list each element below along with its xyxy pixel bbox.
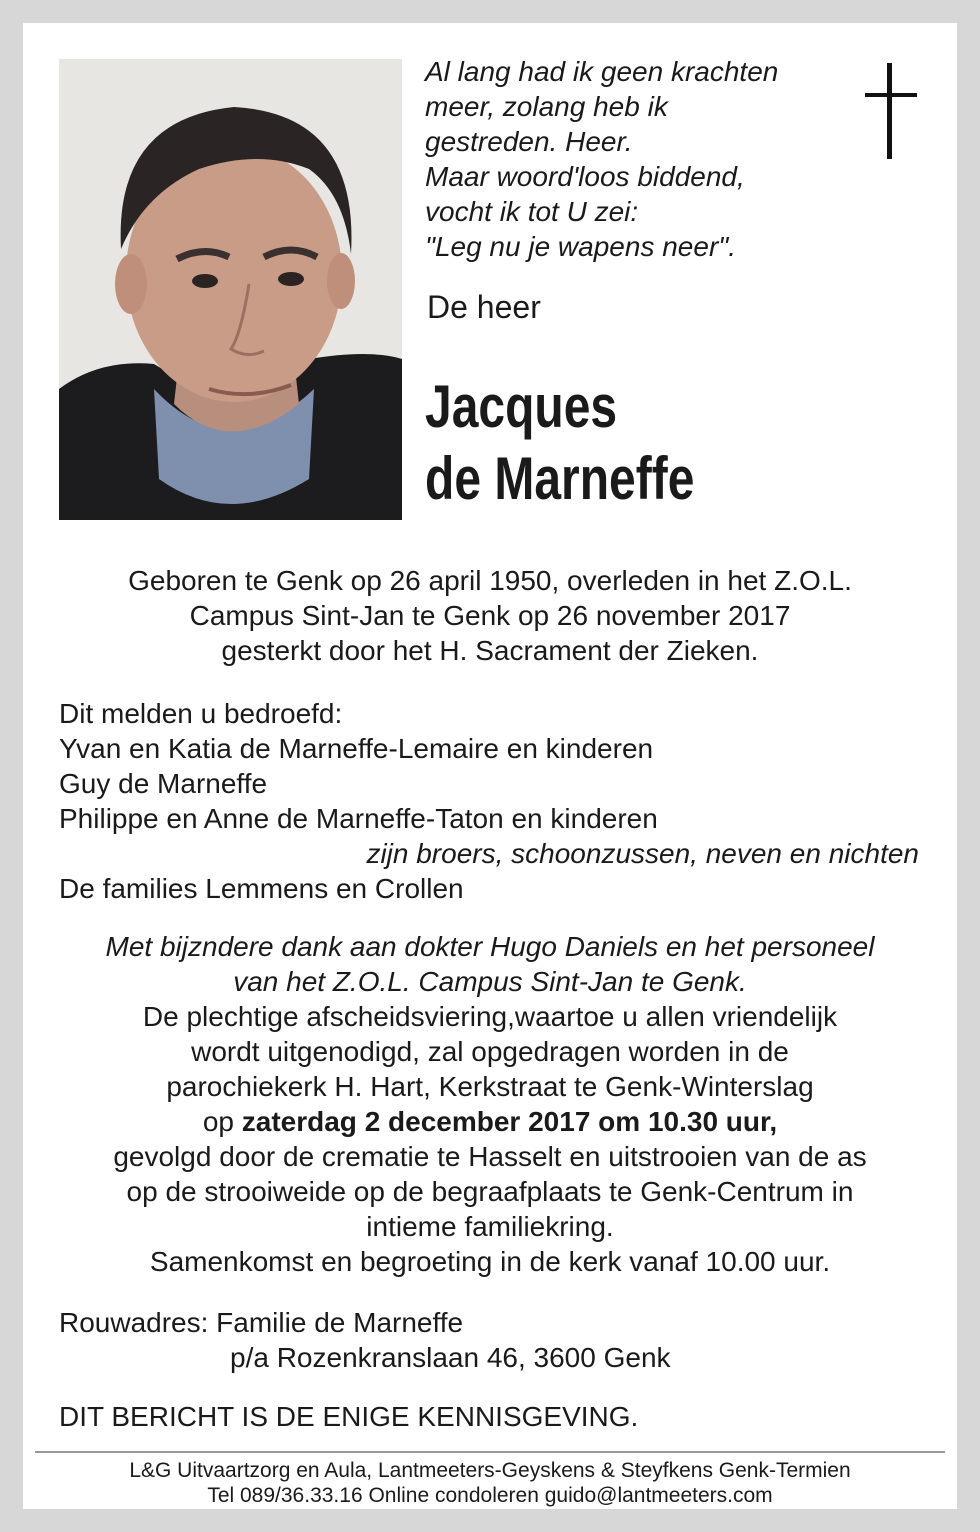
poem	[425, 54, 845, 264]
ceremony-line: wordt uitgenodigd, zal opgedragen worden in de	[191, 1036, 789, 1067]
address-line: Rouwadres: Familie de Marneffe	[59, 1307, 464, 1338]
birth-line: Geboren te Genk op 26 april 1950, overleden in het Z.O.L.	[128, 565, 852, 596]
family-line: Guy de Marneffe	[59, 768, 268, 799]
ceremony-line: gevolgd door de crematie te Hasselt en uitstrooien van de as	[113, 1141, 867, 1172]
family-line: De families Lemmens en Crollen	[59, 873, 464, 904]
poem-line: Al lang had ik geen krachten	[425, 56, 779, 87]
ceremony-line: op de strooiweide op de begraafplaats te Genk-Centrum in	[126, 1176, 854, 1207]
footer-line: L&G Uitvaartzorg en Aula, Lantmeeters-Geyskens & Steyfkens Genk-Termien	[129, 1459, 851, 1482]
birth-line: gesterkt door het H. Sacrament der Zieken.	[221, 635, 759, 666]
ceremony-info	[23, 929, 957, 1279]
thanks-line: van het Z.O.L. Campus Sint-Jan te Genk.	[233, 966, 747, 997]
ceremony-line: Samenkomst en begroeting in de kerk vanaf 10.00 uur.	[149, 1246, 831, 1277]
ceremony-line: intieme familiekring.	[366, 1211, 614, 1242]
poem-line: "Leg nu je wapens neer".	[425, 231, 736, 262]
obituary-card	[23, 23, 957, 1509]
honorific: De heer	[427, 289, 541, 325]
ceremony-line: De plechtige afscheidsviering,waartoe u allen vriendelijk	[142, 1001, 838, 1032]
first-name: Jacques	[425, 373, 618, 440]
cross-icon	[861, 63, 921, 163]
poem-line: vocht ik tot U zei:	[425, 196, 639, 227]
family-line: Yvan en Katia de Marneffe-Lemaire en kinderen	[59, 733, 654, 764]
address-line: p/a Rozenkranslaan 46, 3600 Genk	[230, 1342, 671, 1373]
birth-line: Campus Sint-Jan te Genk op 26 november 2017	[189, 600, 791, 631]
family-announcement	[59, 696, 919, 906]
birth-death-info	[23, 563, 957, 668]
announce-intro: Dit melden u bedroefd:	[59, 698, 343, 729]
deceased-name	[425, 371, 694, 515]
relations-line: zijn broers, schoonzussen, neven en nichten	[366, 838, 919, 869]
family-line: Philippe en Anne de Marneffe-Taton en kinderen	[59, 803, 658, 834]
ceremony-date: zaterdag 2 december 2017 om 10.30 uur,	[241, 1106, 778, 1137]
on-word: op	[202, 1106, 242, 1137]
ceremony-date-line	[23, 1104, 957, 1139]
poem-line: gestreden. Heer.	[425, 126, 633, 157]
funeral-home-footer	[23, 1458, 957, 1508]
notice: DIT BERICHT IS DE ENIGE KENNISGEVING.	[59, 1401, 639, 1432]
footer-line: Tel 089/36.33.16 Online condoleren guido@lantmeeters.com	[207, 1484, 773, 1507]
poem-line: meer, zolang heb ik	[425, 91, 668, 122]
poem-line: Maar woord'loos biddend,	[425, 161, 745, 192]
thanks-line: Met bijzndere dank aan dokter Hugo Daniels en het personeel	[105, 931, 875, 962]
ceremony-line: parochiekerk H. Hart, Kerkstraat te Genk-Winterslag	[166, 1071, 814, 1102]
mourning-address	[59, 1305, 671, 1375]
divider	[35, 1451, 945, 1453]
portrait-photo	[59, 59, 402, 520]
last-name: de Marneffe	[425, 445, 695, 512]
